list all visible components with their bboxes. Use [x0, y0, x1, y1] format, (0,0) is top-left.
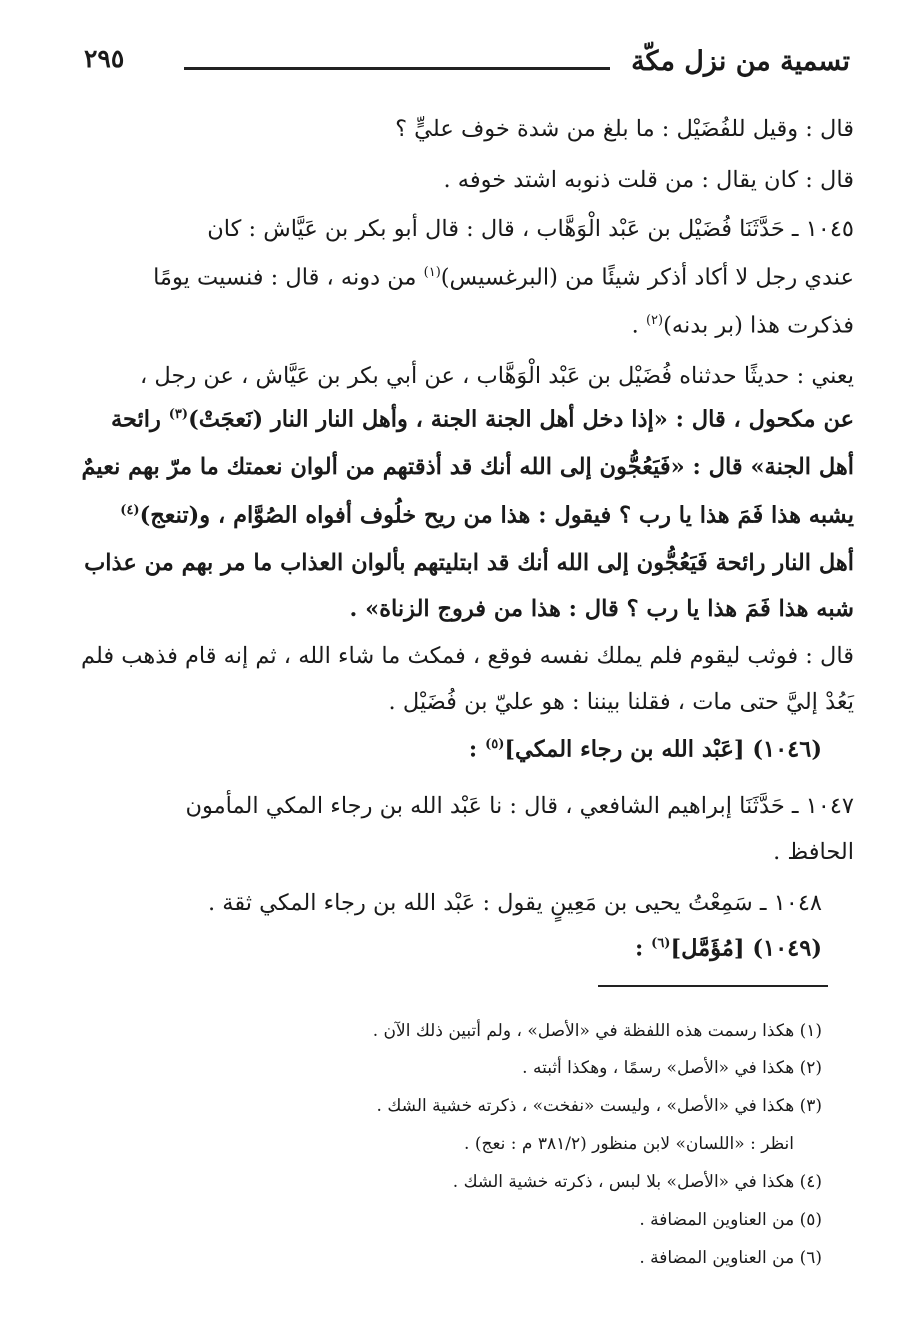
footnote: (٤) هكذا في «الأصل» بلا لبس ، ذكرته خشية الشك . [452, 1172, 822, 1192]
footnote: انظر : «اللسان» لابن منظور (٣٨١/٢ م : نعج) . [464, 1134, 794, 1154]
body-line: الحافظ . [773, 839, 854, 865]
body-line: أهل النار رائحة فَيَعُجُّون إلى الله أنك قد ابتليتهم بألوان العذاب ما مر بهم من عذاب [84, 550, 854, 576]
body-line: أهل الجنة» قال : «فَيَعُجُّون إلى الله أنك قد أذقتهم من ألوان نعمتك ما مرّ بهم نعيمٌ [81, 454, 854, 480]
body-line: شبه هذا فَمَ هذا يا رب ؟ قال : هذا من فروج الزناة» . [349, 596, 854, 622]
body-line: ١٠٤٧ ـ حَدَّثَنَا إبراهيم الشافعي ، قال : نا عَبْد الله بن رجاء المكي المأمون [185, 793, 854, 819]
body-line: يعني : حديثًا حدثناه فُضَيْل بن عَبْد الْوَهَّاب ، عن أبي بكر بن عَيَّاش ، عن رجل ، [139, 363, 854, 389]
body-line: قال : فوثب ليقوم فلم يملك نفسه فوقع ، فمكث ما شاء الله ، ثم إنه قام فذهب فلم [80, 643, 854, 669]
body-line: يَعُدْ إليَّ حتى مات ، فقلنا بيننا : هو عليّ بن فُضَيْل . [388, 689, 854, 715]
footnote: (٣) هكذا في «الأصل» ، وليست «نفخت» ، ذكرته خشية الشك . [376, 1096, 822, 1116]
body-line: يشبه هذا فَمَ هذا يا رب ؟ فيقول : هذا من ريح خلُوف أفواه الصُوَّام ، و(تنعج)$^{(٤)}$ [120, 502, 854, 529]
body-line: عن مكحول ، قال : «إذا دخل أهل الجنة الجنة ، وأهل النار النار (نَعجَتْ)$^{(٣)}$ رائحة [110, 406, 854, 433]
footnote-ref: (٤) [120, 503, 140, 518]
footnote-ref: (١) [423, 265, 441, 280]
section-heading: (١٠٤٦) [عَبْد الله بن رجاء المكي]$^{(٥)}$ : [468, 736, 822, 763]
footnote-ref: (٢) [645, 313, 664, 328]
footnote: (٦) من العناوين المضافة . [639, 1248, 822, 1268]
page-number: ٢٩٥ [84, 44, 125, 73]
footnote: (١) هكذا رسمت هذه اللفظة في «الأصل» ، ولم أتبين ذلك الآن . [372, 1021, 822, 1041]
body-line: ١٠٤٥ ـ حَدَّثَنَا فُضَيْل بن عَبْد الْوَهَّاب ، قال : قال أبو بكر بن عَيَّاش : كان [207, 216, 854, 242]
body-line: قال : كان يقال : من قلت ذنوبه اشتد خوفه . [443, 167, 854, 193]
footnote-ref: (٦) [651, 936, 671, 951]
footnote-ref: (٥) [485, 737, 505, 752]
body-line: فذكرت هذا (بر بدنه)$^{(٢)}$ . [631, 312, 854, 339]
body-line: قال : وقيل للفُضَيْل : ما بلغ من شدة خوف عليٍّ ؟ [395, 116, 854, 142]
body-line: ١٠٤٨ ـ سَمِعْتُ يحيى بن مَعِينٍ يقول : عَبْد الله بن رجاء المكي ثقة . [207, 890, 822, 916]
section-heading: (١٠٤٩) [مُؤَمَّل]$^{(٦)}$ : [635, 935, 822, 962]
footnote-ref: (٣) [168, 407, 189, 422]
header-rule [184, 67, 610, 70]
running-header-title: تسمية من نزل مكّة [631, 46, 850, 77]
footnote: (٢) هكذا في «الأصل» رسمًا ، وهكذا أثبته . [522, 1058, 822, 1078]
footnote: (٥) من العناوين المضافة . [639, 1210, 822, 1230]
footnote-rule [598, 985, 828, 987]
body-line: عندي رجل لا أكاد أذكر شيئًا من (البرغسيس)$^{(١)}$ من دونه ، قال : فنسيت يومًا [153, 264, 854, 291]
